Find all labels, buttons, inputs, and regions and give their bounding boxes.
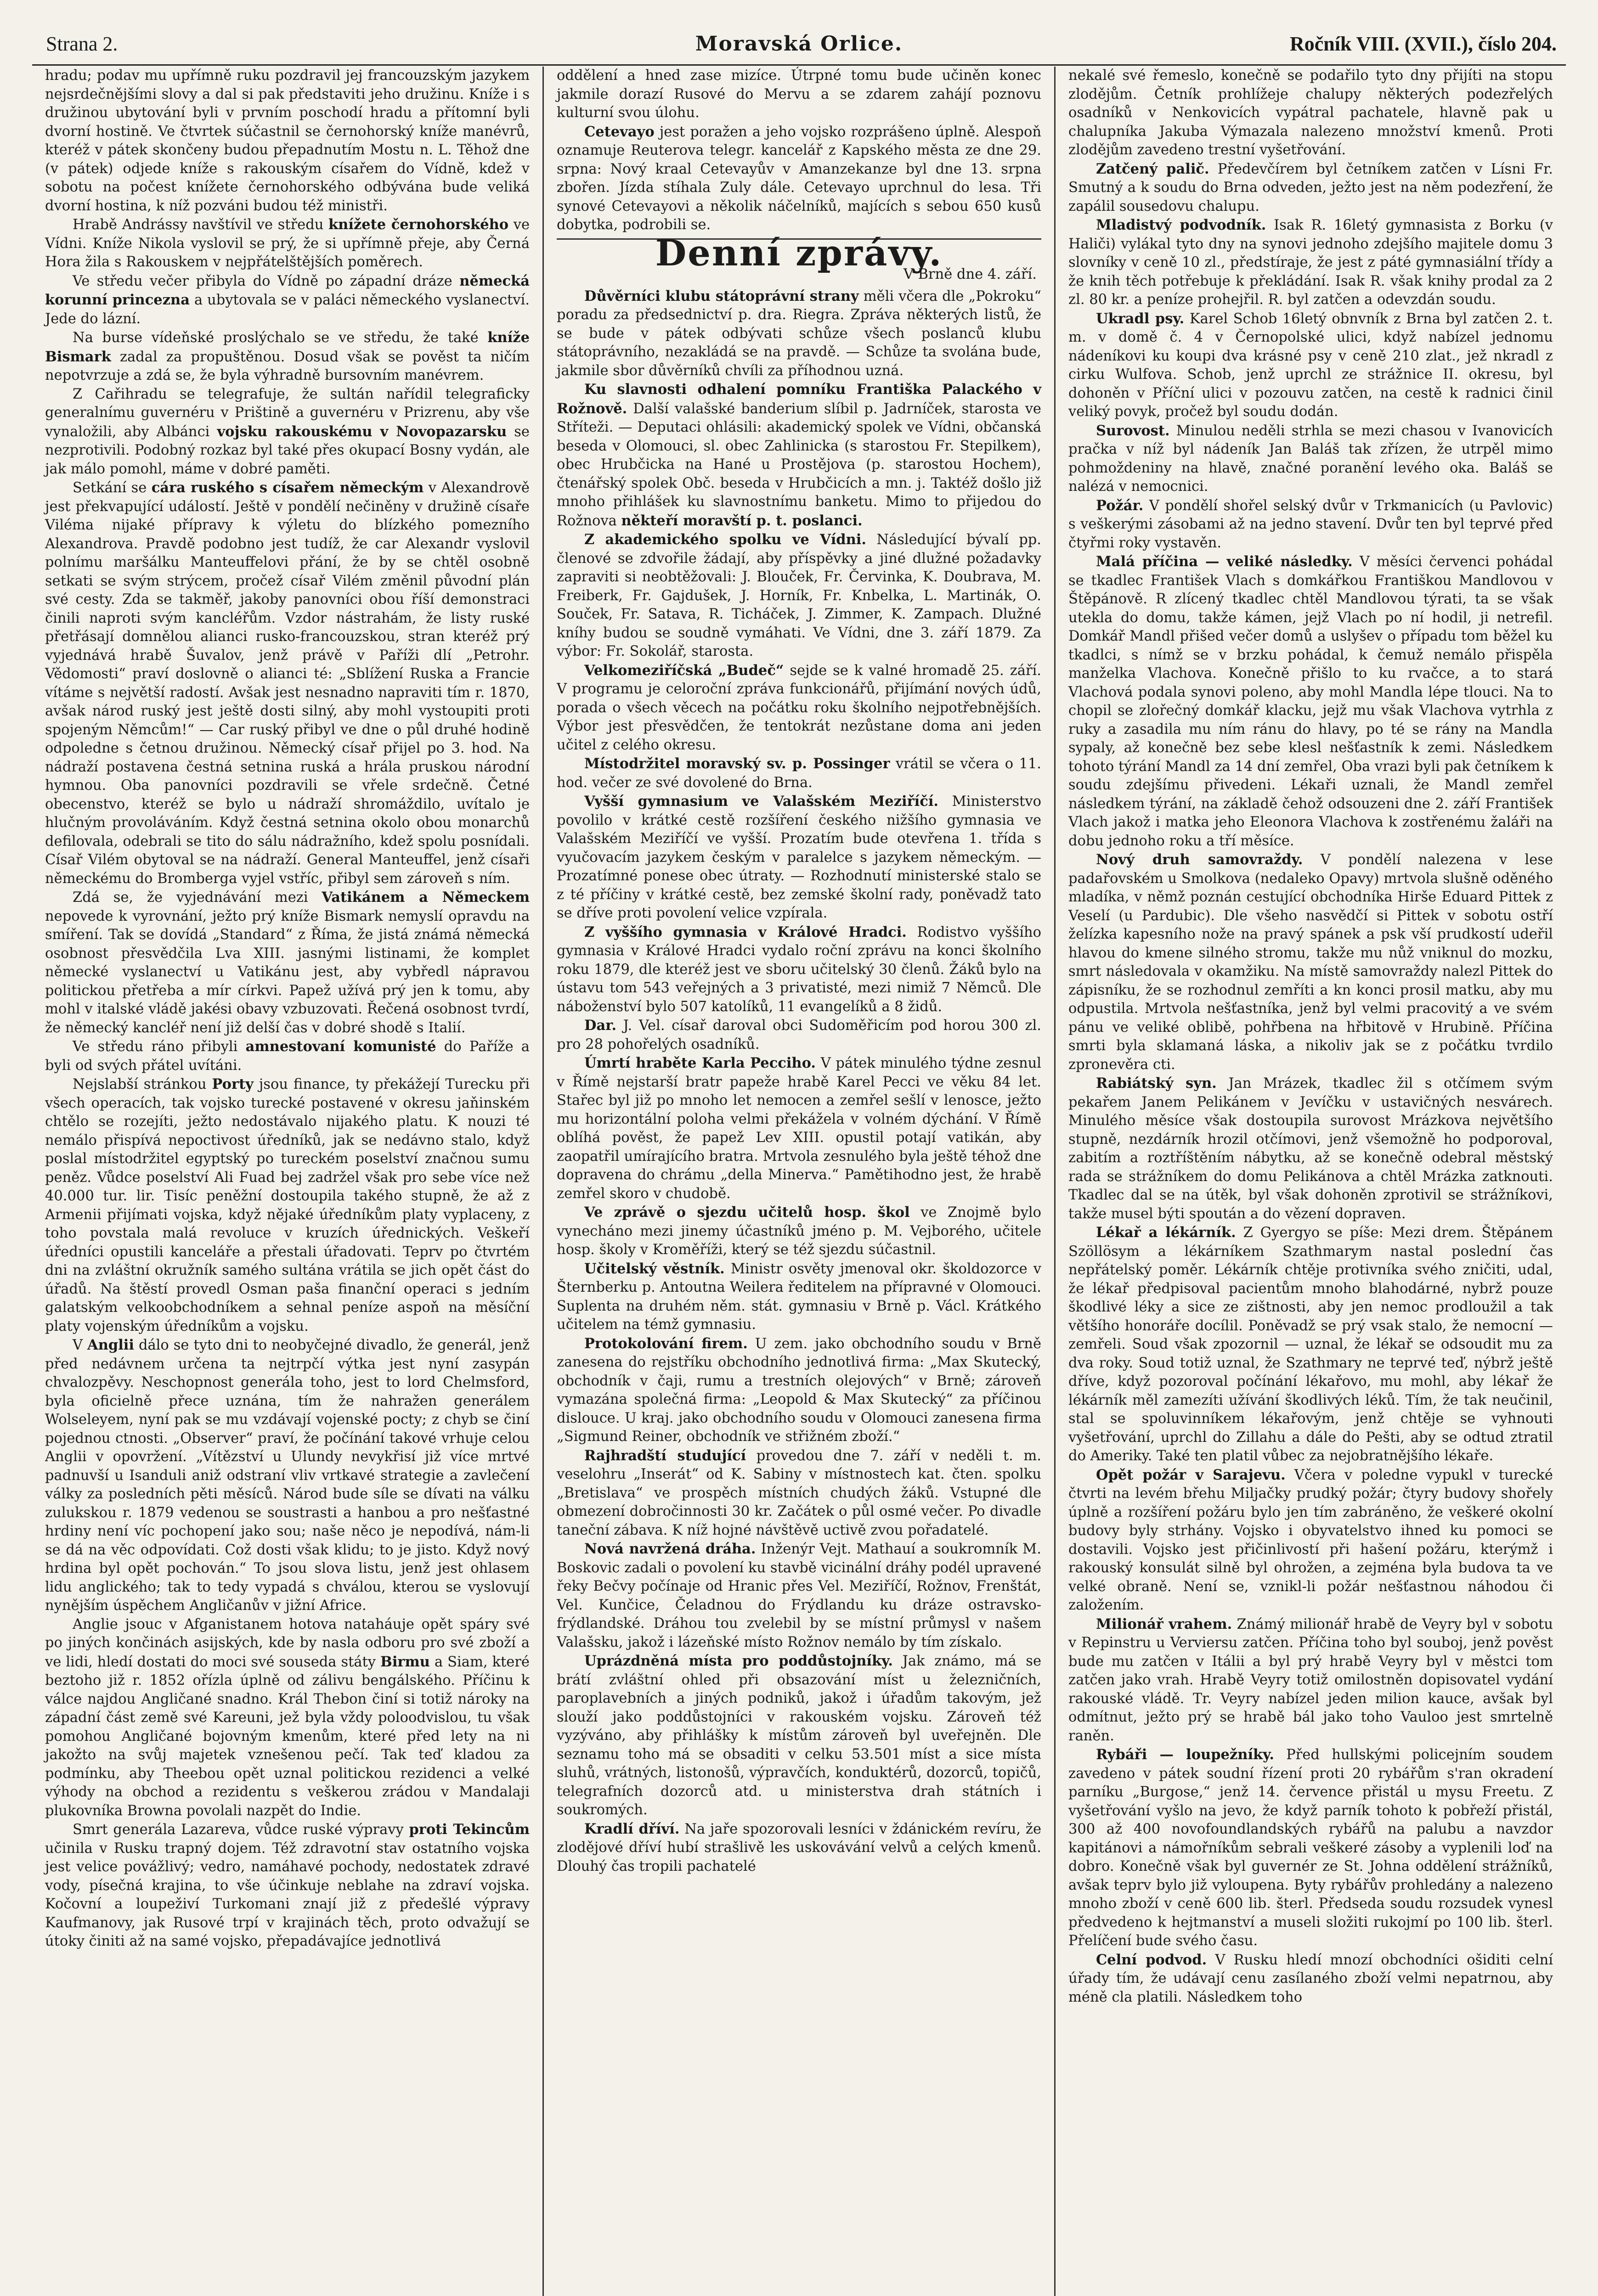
news-item: Protokolování firem. U zem. jako obchodního soudu v Brně zanesena do rejstříku obchodního jednotlivá firma: „Max Skutecký, obchodník v čaji, rumu a trestních olejových“ v Brně; zároveň vymazána společná firma: „Leopold & Max Skutecký“ za příčinou dislouce. U kraj. jako obchodního soudu v Olomouci zanesena firma „Sigmund Reiner, obchodník ve střižném zboží.“	[557, 1335, 1042, 1445]
keyword: Protokolování firem.	[584, 1335, 748, 1352]
column-1	[32, 67, 542, 2296]
news-item: Ve zprávě o sjezdu učitelů hosp. škol ve Znojmě bylo vynecháno mezi jinemy účastníků jméno p. M. Vejborého, učitele hosp. školy v Kroměříži, který se též sjezdu súčastnil.	[557, 1204, 1041, 1258]
keyword: Celní podvod.	[1096, 1951, 1207, 1968]
keyword: vojsku rakouskému v Novopazarsku	[217, 423, 507, 440]
article-paragraph: Zdá se, že vyjednávání mezi Vatikánem a Německem nepovede k vyrovnání, ježto prý kníže Bismark nemyslí opravdu na smíření. Tak se dovídá „Standard“ z Říma, že jistá známá německá osobnost přesvědčila Lva XIII. jasnými listinami, že komplet německé vyslanectví u Vatikánu jest, aby vybředl nápravou politickou přetřeba a mír církvi. Papež užívá prý jen k tomu, aby mohl v italské vládě jakési obavy vzbuzovati. Řečená osobnost tvrdí, že německý kancléř není již delší čas v dobré shodě s Italií.	[45, 889, 530, 1036]
keyword: Vyšší gymnasium ve Valašském Meziříčí.	[584, 793, 939, 810]
news-item: Surovost. Minulou neděli strhla se mezi chasou v Ivanovicích pračka v níž byl nádeník Jan Baláš tak zřízen, že utrpěl mimo pohmoždeniny na hlavě, značné poranění levého oka. Baláš se nalézá v nemocnici.	[1068, 422, 1553, 495]
keyword: Ve zprávě o sjezdu učitelů hosp. škol	[584, 1204, 910, 1221]
column-3	[1054, 67, 1566, 2296]
keyword: Ukradl psy.	[1096, 310, 1185, 327]
news-item: Ukradl psy. Karel Schob 16letý obnvník z Brna byl zatčen 2. t. m. v domě č. 4 v Černopolské ulici, když nabízel jednomu nádeníkovi ku koupi dva krásné psy v ceně 210 zlat., jež nkradl z cirku Wulfova. Schob, jenž uprchl ze strážnice II. okresu, byl dohoněn v Příční ulici v pozouvu zatčen, na cestě k radnici činil veliký povyk, pročež byl soudu dodán.	[1068, 310, 1553, 420]
news-item: Dar. J. Vel. císař daroval obci Sudoměřicím pod horou 300 zl. pro 28 pohořelých osadníků.	[557, 1017, 1041, 1052]
keyword: Požár.	[1096, 497, 1144, 514]
keyword: Porty	[212, 1076, 254, 1092]
keyword: Uprázdněná místa pro poddůstojníky.	[584, 1653, 893, 1669]
keyword: Důvěrníci klubu státoprávní strany	[584, 287, 859, 304]
keyword: kníže Bismark	[45, 329, 530, 365]
keyword: Anglii	[87, 1337, 134, 1353]
keyword: Rybáři — loupežníky.	[1096, 1746, 1275, 1763]
news-item: Milionář vrahem. Známý milionář hrabě de Veyry byl v sobotu v Repinstru u Verviersu zatčen. Příčina toho byl souboj, jenž pověst bude mu zatčen v Itálii a byl prý hrabě Veyry byl v městci tom zatčen jako vrah. Hrabě Veyry totiž omilostněn dopisovatel vydání rakouské vládě. Tr. Veyry nabízel jeden milion kauce, avšak byl odmítnut, ježto prý se hrabě bál jako toho Vauloo jest smrtelně raněn.	[1068, 1615, 1553, 1744]
keyword: Ku slavnosti odhalení pomníku Františka Palackého v Rožnově.	[557, 381, 1041, 417]
keyword: Z akademického spolku ve Vídni.	[584, 531, 867, 548]
article-paragraph: Smrt generála Lazareva, vůdce ruské výpravy proti Tekincům učinila v Rusku trapný dojem. Též zdravotní stav ostatního vojska jest velice povážlivý; vedro, namáhavé pochody, nedostatek zdravé vody, písečná krajina, to vše účinkuje neblahe na zdraví vojska. Kočovní a loupeživí Turkomani znají již z předešlé výpravy Kaufmanovy, jak Rusové trpí v krajinách těch, proto odvažují se útoky činiti až na samé vojsko, přepadávajíce jednotlivá	[45, 1821, 530, 1949]
keyword: Dar.	[584, 1017, 617, 1034]
article-paragraph: Nejslabší stránkou Porty jsou finance, ty překážejí Turecku při všech operacích, tak vojsko turecké postavené v okresu jaňinském chtělo se rozejíti, ježto nedostávalo nijakého platu. K nouzi té nemálo přispívá nepoctivost úředníků, jak se nedávno stalo, když poslal místodržitel egyptský po tureckém poselství značnou sumu peněz. Vůdce poselství Ali Fuad bej zadržel však pro sebe více než 40.000 tur. lir. Tisíc peněžní dostoupila takého stupně, že až z Armenii přijímati vojska, když nějaké úředníkům platy vyplaceny, z toho povstala malá revoluce v kruzích úřednických. Veškeří úředníci opustili kanceláře a přestali úřadovati. Teprv po čtvrtém dni na zvláštní okružník samého sultána vrátila se jich opět část do úřadů. Na štěstí provedl Osman paša finanční operaci s jedním galatským velkoobchodníkem a sehnal peníze aspoň na měsíční platy vojenským úředníkům a vojsku.	[45, 1076, 530, 1334]
column-2	[542, 67, 1054, 2296]
news-item: Nový druh samovraždy. V pondělí nalezena v lese padařovském u Smolkova (nedaleko Opavy) mrtvola slušně oděného mladíka, v němž poznán cestující obchodníka Hirše Eduard Pittek z Veselí (u Pardubic). Dle všeho nasvědčí si Pittek v sobotu ostří želízka kapesního nože na pravý spánek a psk vší prudkostí udeřil hlavou do kmene silného stromu, takže mu nůž vniknul do mozku, smrt následovala v okamžiku. Na místě samovraždy nalezl Pittek do zápisníku, že se rozhodnul zemříti a kn konci prosil matku, aby mu odpustila. Mrtvola nešťastníka, jenž byl velmi pracovitý a ve svém pánu ve veliké oblibě, pohřbena na hřbitově v Hrubině. Příčina smrti byla sklamaná láska, a nikoliv jak se z počátku tvrdilo zpronevěra cti.	[1068, 851, 1553, 1073]
page-number: Strana 2.	[46, 33, 118, 55]
news-item: Mladistvý podvodník. Isak R. 16letý gymnasista z Borku (v Haliči) vylákal tyto dny na synovi jednoho zdejšího majitele domu 3 slovníky v ceně 10 zl., předstíraje, že jest z páté gymnasiální třídy a že knih těch potřebuje k překládání. Isak R. však knihy prodal za 2 zl. 80 kr. a peníze prohejřil. R. byl zatčen a odevzdán soudu.	[1068, 217, 1553, 308]
keyword: Birmu	[380, 1653, 430, 1670]
news-item: Učitelský věstník. Ministr osvěty jmenoval okr. školdozorce v Šternberku p. Antoutna Weilera ředitelem na přípravné v Olomouci. Suplenta na druhém něm. stát. gymnasiu v Brně p. Václ. Krátkého učitelem na témž gymnasiu.	[557, 1260, 1041, 1333]
news-item: Nová navržená dráha. Inženýr Vejt. Mathauí a soukromník M. Boskovic zadali o povolení ku stavbě vicinální dráhy podél upravené řeky Bečvy počínaje od Hranic přes Vel. Meziříčí, Rožnov, Frenštát, Vel. Kunčice, Čeladnou do Frýdlandu ku dráze ostravsko-frýdlandské. Dráhou tou zvelebil by se místní průmysl v našem Valašsku, jakož i lázeňské místo Rožnov nemálo by tím získalo.	[557, 1541, 1041, 1650]
article-paragraph: Cetevayo jest poražen a jeho vojsko rozprášeno úplně. Alespoň oznamuje Reuterova telegr. kancelář z Kapského města ze dne 29. srpna: Nový kraal Cetevayův v Amanzekanze byl dne 13. srpna zbořen. Jízda stíhala Zuly dále. Cetevayo uprchnul do lesa. Tři synové Cetevayovi a několik náčelníků, majících s sebou 650 kusů dobytka, podrobili se.	[557, 123, 1041, 233]
keyword: Velkomeziříčská „Budeč“	[584, 662, 784, 679]
keyword: Úmrtí hraběte Karla Pecciho.	[584, 1055, 816, 1071]
masthead-title: Moravská Orlice.	[695, 32, 903, 56]
news-item: Rybáři — loupežníky. Před hullskými policejním soudem zavedeno v pátek soudní řízení proti 20 rybářům s'ran okradení parníku „Burgose,“ jenž 14. července přistál u mysu Freetu. Z vyšetřování vyšlo na jevo, že když parník tohoto k pobřeží přistál, 300 až 400 novofoundlandských rybářů na palubu a navzdor kapitánovi a námořníkům sebrali veškeré zásoby a vyplenili loď na dobro. Konečně však byl guvernér ze St. Johna oddělení strážníků, avšak teprv bylo již vyloupena. Byty rybářův prohledány a nalezeno mnoho zboží v ceně 600 lib. šterl. Předseda soudu rozsudek vynesl předvedeno k hejtmanství a museli složiti rukojmí po 100 lib. šterl. Přelíčení bude svého času.	[1068, 1746, 1553, 1949]
keyword: Nová navržená dráha.	[584, 1541, 756, 1557]
news-item: Z akademického spolku ve Vídni. Následující bývalí pp. členové se zdvořile žádají, aby příspěvky a jiné dlužné požadavky zapraviti si neobtěžovali: J. Blouček, Fr. Červinka, K. Doubrava, M. Freiberk, Fr. Gajdušek, J. Horník, Fr. Knbelka, L. Martinák, O. Souček, Fr. Satava, R. Ticháček, J. Zimmer, K. Zampach. Dlužné kníhy budou se soudně vymáhati. Ve Vídni, dne 3. září 1879. Za výbor: Fr. Sokolář, starosta.	[557, 531, 1042, 659]
article-paragraph: nekalé své řemeslo, konečně se podařilo tyto dny přijíti na stopu zlodějům. Četník prohlížeje chalupy některých podezřelých osadníků v Nenkovicích vypátral pachatele, hlavně pak u chalupníka Jakuba Výmazala nalezeno množství kmenů. Proti zlodějům zavedeno trestní vyšetřování.	[1068, 68, 1553, 158]
keyword: Lékař a lékárník.	[1096, 1224, 1236, 1241]
article-paragraph: Z Cařihradu se telegrafuje, že sultán nařídil telegraficky generalnímu guvernéru v Prištině a guvernéru v Prizrenu, aby vše vynaložili, aby Albánci vojsku rakouskému v Novopazarsku se nezprotivili. Podobný rozkaz byl také přes okupací Bosny vydán, ale jak málo pomohl, máme v dobré paměti.	[45, 386, 530, 477]
keyword: amnestovaní komunisté	[245, 1038, 436, 1055]
news-item: Rajhradští studující provedou dne 7. září v neděli t. m. veselohru „Inserát“ od K. Sabiny v místnostech kat. čten. spolku „Bretislava“ ve prospěch místních chudých žáků. Vstupné dle obmezení dobročinnosti 30 kr. Začátek o půl osmé večer. Po divadle taneční zábava. K níž hojné návštěvě uctivě zvou pořadatelé.	[557, 1447, 1041, 1538]
keyword: Kradlí dříví.	[584, 1820, 680, 1837]
keyword: Učitelský věstník.	[584, 1260, 725, 1277]
dateline: V Brně dne 4. září.	[903, 266, 1037, 282]
keyword: Nový druh samovraždy.	[1096, 851, 1303, 868]
keyword: Místodržitel moravský sv. p. Possinger	[584, 755, 890, 772]
news-item: Důvěrníci klubu státoprávní strany měli včera dle „Pokroku“ poradu za předsednictví p. dra. Riegra. Zpráva některých listů, že se bude v pátek odbývati schůze všech poslanců klubu státoprávního, nezakládá se na pravdě. — Schůze ta svolána bude, jakmile sbor důvěrníků chvíli za příhodnou uzná.	[557, 287, 1041, 379]
keyword: někteří moravští p. t. poslanci.	[621, 512, 863, 529]
article-paragraph: V Anglii dálo se tyto dni to neobyčejné divadlo, že generál, jenž před nedávnem určena ta nejtrpčí výtka jest nyní zasypán chvalozpěvy. Neschopnost generála toho, jest to lord Chelmsford, byla oficielně přece uznána, tím že nahražen generálem Wolseleyem, nyní pak se mu vzdávají vojenské pocty; z chyb se činí pojednou ctnosti. „Observer“ praví, že počínání takové vrhuje celou Anglii v opovržení. „Vítězství u Ulundy nevykřisí již více mrtvé padnuvší u Isanduli aniž odstraní vliv vrtkavé strategie a zavlečení války za posledních pěti měsíců. Národ bude síle se dívati na válku zulukskou r. 1879 vedenou se soustrasti a hanbou a pro nešťastné hrdiny není víc pochopení jako sou; naše něco je nepodívá, nám-li se dá na věc odpovídati. Což dosti však klidu; to je jisto. Když nový hrdina byl opět pochován.“ To jsou slova listu, jenž jest ohlasem lidu anglického; tak to tedy vypadá s chválou, kterou se vyslovují nynějším úspěchem Angličanův v jižní Africe.	[45, 1337, 530, 1614]
article-paragraph: Ve středu večer přibyla do Vídně po západní dráze německá korunní princezna a ubytovala se v paláci německého vyslanectví. Jede do lázní.	[45, 272, 530, 327]
news-item: Požár. V pondělí shořel selský dvůr v Trkmanicích (u Pavlovic) s veškerými zásobami až na jedno stavení. Dvůr ten byl teprvé před čtyřmi roky vystavěn.	[1068, 497, 1553, 551]
article-paragraph: oddělení a hned zase mizíce. Útrpné tomu bude učiněn konec jakmile dorazí Rusové do Mervu a se zdarem zahájí poznovu kulturní svou úlohu.	[557, 68, 1041, 121]
keyword: Milionář vrahem.	[1096, 1615, 1232, 1632]
keyword: proti Tekincům	[409, 1821, 530, 1838]
news-item: Ku slavnosti odhalení pomníku Františka Palackého v Rožnově. Další valašské banderium slíbil p. Jadrníček, starosta ve Stříteži. — Deputaci ohlásili: akademický spolek ve Vídni, občanská beseda v Olomouci, sl. obec Zahlinicka (s starostou Fr. Stepilkem), obec Hrubčicka na Hané u Prostějova (p. starostou Hochem), čtenářský spolek Obč. beseda v Hrubčicích a mn. j. Taktéž došlo již mnoho přihlášek ku slavnostnímu banketu. Mimo to přijedou do Rožnova někteří moravští p. t. poslanci.	[557, 381, 1041, 529]
article-paragraph: Na burse vídeňské proslýchalo se ve středu, že také kníže Bismark zadal za propuštěnou. Dosud však se pověst ta ničím nepotvrzuje a zdá se, že byla výhradně bursovním manévrem.	[45, 329, 530, 383]
keyword: Surovost.	[1096, 422, 1170, 439]
keyword: Malá příčina — veliké následky.	[1096, 553, 1353, 570]
article-paragraph: Setkání se cára ruského s císařem německým v Alexandrově jest překvapující událostí. Ještě v pondělí nečiněny v družině císaře Viléma nijaké přípravy k výletu do blízkého pomezního Alexandrova. Pravdě podobno jest tudíž, že car Alexandr vyslovil polnímu maršálku Manteuffelovi přání, že by se chtěl osobně setkati se svým strýcem, pročež císař Vilém změnil původní plán své cesty. Zda se takměř, jakoby panovníci obou říší demonstraci činili naproti svým kancléřům. Vzdor nástrahám, že listy ruské přetřásají domnělou alianci rusko-francouzskou, stran kteréž prý vyjednává hrabě Šuvalov, jenž právě v Paříži dlí „Petrohr. Vědomosti“ praví doslovně o alianci té: „Sblížení Ruska a Francie vítáme s největší radostí. Avšak jest nesnadno napraviti tím r. 1870, avšak národ ruský jest ještě dosti silný, aby mohl vystoupiti proti spojeným Němcům!“ — Car ruský přibyl ve dne o půl druhé hodině odpoledne s četnou družinou. Německý císař přijel po 3. hod. Na nádraží postavena čestná setnina ruská a hrála pruskou národní hymnou. Oba panovníci pozdravili se vřele srdečně. Četné obecenstvo, kteréž se bylo u nádraží shromáždilo, uvítalo je hlučným provoláváním. Když čestná setnina okolo obou monarchů defilovala, odebrali se tito do sálu nádražního, kdež spolu posnídali. Císař Vilém obytoval se na nádraží. General Manteuffel, jenž císaři německému do Bromberga vyjel vstříc, přibyl sem zároveň s ním.	[45, 479, 530, 887]
article-paragraph: Hrabě Andrássy navštívil ve středu knížete černohorského ve Vídni. Kníže Nikola vyslovil se prý, že si upřímně přeje, aby Černá Hora žila s Rakouskem v nejpřátelštějších poměrech.	[45, 216, 530, 270]
keyword: Cetevayo	[584, 123, 655, 140]
keyword: Rabiátský syn.	[1096, 1075, 1217, 1092]
news-item: Celní podvod. V Rusku hledí mnozí obchodníci ošiditi celní úřady tím, že udávají cenu zasílaného zboží velmi nepatrnou, aby méně cla platili. Následkem toho	[1068, 1951, 1553, 2005]
news-item: Velkomeziříčská „Budeč“ sejde se k valné hromadě 25. září. V programu je celoroční zpráva funkcionářů, přijímání nových údů, porada o všech věcech na počátku roku školního nejpotřebnějších. Výbor jest přesvědčen, že tentokrát nezůstane doma ani jeden učitel z celého okresu.	[557, 662, 1041, 753]
keyword: Vatikánem a Německem	[322, 889, 530, 906]
text-columns	[32, 67, 1566, 2296]
keyword: cára ruského s císařem německým	[151, 479, 424, 496]
news-item: Malá příčina — veliké následky. V měsíci červenci pohádal se tkadlec František Vlach s domkářkou Františkou Mandlovou v Štěpánově. R zlícený tkadlec chtěl Mandlovou týrati, ta se však utekla do domu, takže kámen, jejž Vlach po ní hodil, ji netrefil. Domkář Mandl přišed večer domů a uslyšev o případu tom běžel ku tkadlci, s nímž se v brzku pohádal, k čemuž nemálo přispěla manželka Vlachova. Konečně přišlo to ku rvačce, a to stará Vlachová podala synovi poleno, aby mohl Mandla lépe tlouci. Na to chopil se zlořečný domkář klacku, jejž mu však Vlachova vytrhla z ruky a zasadila mu ním ránu do hlavy, po té se rány na Mandla sypaly, až konečně bez sebe klesl nešťastník k zemi. Následkem tohoto týrání Mandl za 14 dní zemřel, Oba vrazi byli pak četníkem k soudu zdejšímu přivedeni. Lékaři uznali, že Mandl zemřel následkem týrání, na základě čehož odsouzeni dne 2. září František Vlach jakož i matka jeho Eleonora Vlachova k zostřenému žaláři na dobu jednoho roku a tří měsíce.	[1068, 553, 1553, 849]
keyword: knížete černohorského	[328, 216, 509, 233]
keyword: Mladistvý podvodník.	[1096, 217, 1266, 233]
keyword: Opět požár v Sarajevu.	[1096, 1466, 1286, 1483]
keyword: Rajhradští studující	[584, 1447, 746, 1464]
news-item: Z vyššího gymnasia v Králové Hradci. Rodistvo vyššího gymnasia v Králové Hradci vydalo roční zprávu na konci školního roku 1879, dle kteréž jest ve sboru učitelský 30 členů. Žáků bylo na ústavu tom 543 veřejných a 3 privatisté, mezi nimiž 7 Němců. Dle náboženství bylo 507 katolíků, 11 evangelíků a 8 židů.	[557, 923, 1041, 1015]
news-item: Opět požár v Sarajevu. Včera v poledne vypukl v turecké čtvrti na levém břehu Miljačky prudký požár; čtyry budovy shořely úplně a rozšíření požáru bylo jen tím zabráněno, že veškeré okolní budovy byly strhány. Vojsko i obyvatelstvo ihned ku pomoci se dostavili. Vojsko jest přičinlivostí při hašení požáru, kterýmž i rakouský konsulát silně byl ohrožen, a zejména byla budova ta ve velké obraně. Není se, vznikl-li požár nešťastnou náhodou či založením.	[1068, 1466, 1553, 1613]
news-item: Kradlí dříví. Na jaře spozorovali lesníci v ždánickém revíru, že zlodějové dříví hubí strašlivě les uskovávání velvů a celých kmenů. Dlouhý čas tropili pachatelé	[557, 1820, 1042, 1874]
page-header	[32, 32, 1566, 66]
news-item: Rabiátský syn. Jan Mrázek, tkadlec žil s otčímem svým pekařem Janem Pelikánem v Jevíčku v ustavičných nesvárech. Minulého měsíce však dostoupila surovost Mrázkova největšího stupně, nezdárník hrozil otčímovi, jenž všemožně ho podporoval, zabitím a roztříštěním nábytku, až se konečně odebral městský rada se strážníkem do domu Pelikánova a chtěl Mrázka zatknouti. Tkadlec dal se na útěk, byl však dohoněn zprotivil se strážníkovi, takže musel býti spoután a do vězení dopraven.	[1068, 1075, 1553, 1222]
news-item: Místodržitel moravský sv. p. Possinger vrátil se včera o 11. hod. večer ze své dovolené do Brna.	[557, 755, 1041, 791]
news-item: Uprázdněná místa pro poddůstojníky. Jak známo, má se brátí zvláštní ohled při obsazování míst u železničních, paroplavebních a jiných podniků, jakož i úřadům takovým, jež slouží jako poddůstojníci v rakouském vojsku. Zároveň též vyzýváno, aby přihlášky k místům zároveň byl uveřejněn. Dle seznamu toho má se obsaditi v celku 53.501 míst a sice místa sluhů, vrátných, listonošů, výpravčích, konduktérů, dozorců, topičů, telegrafních dozorců atd. u ministerstva drah státních i soukromých.	[557, 1653, 1041, 1818]
news-item: Vyšší gymnasium ve Valašském Meziříčí. Ministerstvo povolilo v krátké cestě rozšíření českého nižšího gymnasia ve Valašském Meziříčí ve vyšší. Prozatím bude otevřena 1. třída s vyučovacím jazykem českým v paralelce s jazykem německým. — Prozatímné ponese obec útraty. — Rozhodnutí ministerské stalo se z té příčiny v krátké cestě, bez zemské školní rady, poněvadž tato se dříve proti povolení velice vzpírala.	[557, 793, 1041, 921]
news-item: Úmrtí hraběte Karla Pecciho. V pátek minulého týdne zesnul v Římě nejstarší bratr papeže hrabě Karel Pecci ve věku 84 let. Stařec byl již po mnoho let nemocen a zemřel sešlí v lenosce, ježto mu horizontální poloha velmi překážela v volném dýchání. V Římě oblíhá pověst, že papež Lev XIII. opustil potají vatikán, aby zaopatřil umírajícího bratra. Mrtvola zesnulého byla ještě téhož dne dopravena do chrámu „della Minerva.“ Pamětihodno jest, že hrabě zemřel skoro v chudobě.	[557, 1055, 1042, 1202]
section-title: Denní zprávy.	[557, 238, 1041, 263]
keyword: Z vyššího gymnasia v Králové Hradci.	[584, 923, 907, 940]
news-item: Zatčený palič. Předevčírem byl četníkem zatčen v Lísni Fr. Smutný a k soudu do Brna odveden, ježto jest na něm podezření, že zapálil sousedovu chalupu.	[1068, 160, 1553, 214]
news-item: Lékař a lékárník. Z Gyergyo se píše: Mezi drem. Štěpánem Szöllösym a lékárníkem Szathmarym nastal poslední čas nepřátelský poměr. Lékárník chtěje protivníka svého zničiti, udal, že lékař předpisoval pacientům mnoho blahodárné, nybrž pouze škodlivé léky a sice ze zištnosti, aby jen nemoc prodloužil a tak většího honoráře docílil. Poněvadž se prý vsak stalo, že nemocní — zemřeli. Soud však zpozornil — uznal, že lékař se odsoudit mu za dva roky. Soud totiž uznal, že Szathmary ne teprvé teď, nýbrž ještě dříve, když pozoroval počínání lékařovo, mu mohl, aby lékař že lékárník měl zamezíti užívání škodlivých léků. Tím, že tak neučinil, stal se spoluvinníkem lékařovým, jenž chtěje se vyhnouti vyšetřování, uprchl do Zillahu a dále do Pešti, aby se odtud ztratil do Ameriky. Také ten platil vůbec za nejobratnějšího lékaře.	[1068, 1224, 1553, 1464]
keyword: německá korunní princezna	[45, 272, 530, 308]
article-paragraph: hradu; podav mu upřímně ruku pozdravil jej francouzským jazykem nejsrdečnějšími slovy a dal si pak představiti jeho družinu. Kníže i s družinou ubytování byli v prvním poschodí hradu a přítomní byli dvorní hostině. Ve čtvrtek súčastnil se černohorský kníže manévrů, kteréž v pátek skončeny budou přepadnutím Mostu n. L. Těhož dne (v pátek) odjede kníže s rakouským císařem do Vídně, kdež v sobotu na počest knížete černohorského odbývána bude veliká dvorní hostina, k níž pozváni budou též ministři.	[45, 68, 530, 214]
keyword: Zatčený palič.	[1096, 160, 1209, 177]
article-paragraph: Anglie jsouc v Afganistanem hotova nataháuje opět spáry své po jiných končinách asijských, kde by nasla odboru pro své zboží a ve lidi, hledí dostati do moci své souseda státy Birmu a Siam, které beztoho již r. 1852 ořízla úplně od zálivu bengálského. Příčinu k válce najdou Angličané snadno. Král Thebon činí si totiž nároky na západní část země své Kareuni, jež byla vždy poloodvislou, tu však pomohou Angličané bojovným kmenům, které před lety na ni jakožto na svůj majetek vznešenou pečí. Tak teď kladou za podmínku, aby Theebou opět uznal politickou rezidenci a velké výhody na obchod a rezidentu s veškerou zrádou v Mandalaji plukovníka Browna povolali nazpět do Indie.	[45, 1616, 530, 1819]
issue-info: Ročník VIII. (XVII.), číslo 204.	[1289, 33, 1557, 55]
article-paragraph: Ve středu ráno přibyli amnestovaní komunisté do Paříže a byli od svých přátel uvítáni.	[45, 1038, 530, 1074]
